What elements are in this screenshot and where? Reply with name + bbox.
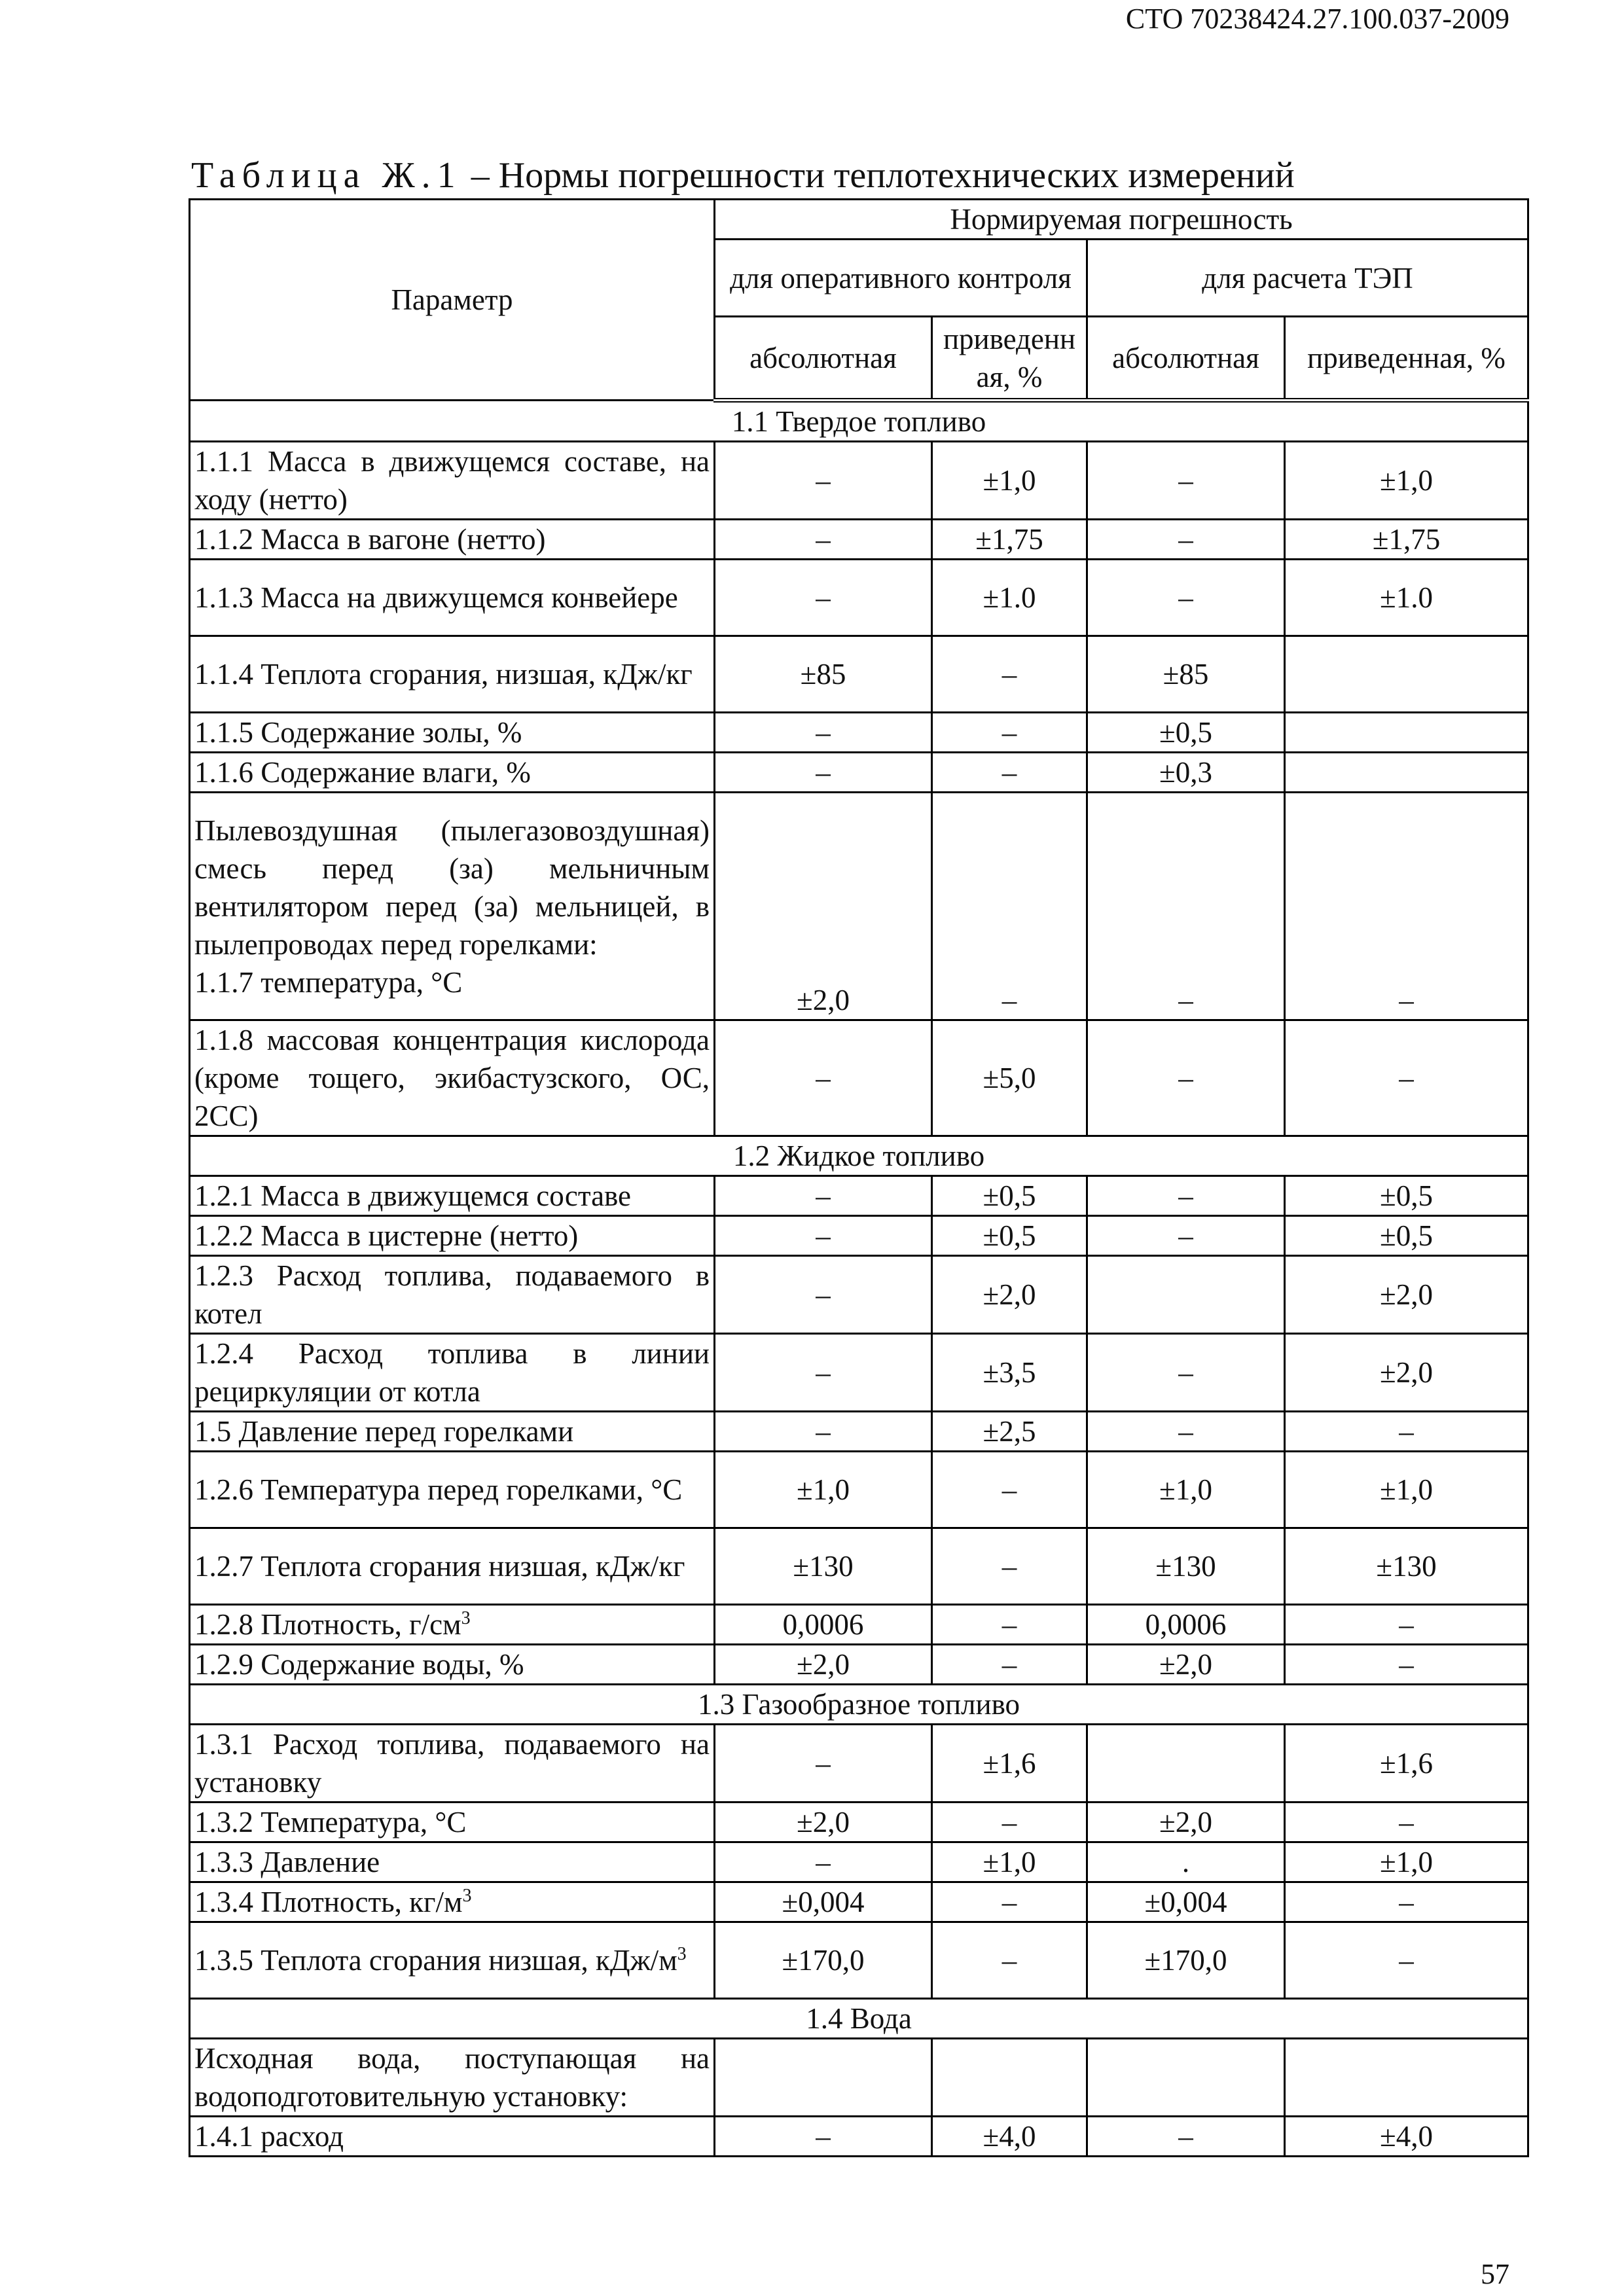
parameter-text: 1.3.4 Плотность, кг/м <box>194 1886 463 1918</box>
parameter-cell <box>190 1256 715 1334</box>
oper-relative-cell: – <box>932 1605 1087 1645</box>
parameter-text: 1.3.5 Теплота сгорания низшая, кДж/м <box>194 1944 677 1977</box>
parameter-text: 1.2.6 Температура перед горелками, °С <box>194 1473 683 1506</box>
parameter-cell <box>190 1645 715 1685</box>
parameter-text: 1.1.8 массовая концентрация кислорода (кроме тощего, экибастузского, ОС, 2СС) <box>194 1024 710 1132</box>
table-row <box>190 1020 1528 1136</box>
parameter-cell <box>190 442 715 520</box>
tep-absolute-cell: – <box>1087 1334 1285 1412</box>
parameter-text: Исходная вода, поступающая на водоподготовительную установку: <box>194 2042 710 2113</box>
tep-relative-cell: ±1,75 <box>1285 520 1528 560</box>
parameter-text: 1.1.3 Масса на движущемся конвейере <box>194 581 678 614</box>
parameter-text: 1.1.6 Содержание влаги, % <box>194 756 531 789</box>
table-row <box>190 1922 1528 1999</box>
tep-relative-cell <box>1285 713 1528 753</box>
tep-relative-cell: – <box>1285 1803 1528 1842</box>
oper-absolute-cell: ±0,004 <box>715 1882 932 1922</box>
parameter-cell <box>190 2117 715 2157</box>
parameter-text: 1.2.1 Масса в движущемся составе <box>194 1179 632 1212</box>
oper-absolute-cell: 0,0006 <box>715 1605 932 1645</box>
oper-relative-cell: ±1,0 <box>932 442 1087 520</box>
oper-absolute-cell: – <box>715 520 932 560</box>
tep-relative-cell: ±2,0 <box>1285 1256 1528 1334</box>
oper-absolute-cell: ±85 <box>715 636 932 713</box>
tep-absolute-cell <box>1087 1256 1285 1334</box>
header-tep-calculation: для расчета ТЭП <box>1087 240 1528 317</box>
table-row <box>190 520 1528 560</box>
header-relative-1: приведенн ая, % <box>932 317 1087 401</box>
parameter-text: 1.2.2 Масса в цистерне (нетто) <box>194 1219 579 1252</box>
tep-absolute-cell: ±0,3 <box>1087 753 1285 793</box>
tep-absolute-cell: . <box>1087 1842 1285 1882</box>
tep-relative-cell: ±4,0 <box>1285 2117 1528 2157</box>
parameter-cell <box>190 636 715 713</box>
header-parameter: Параметр <box>190 200 715 401</box>
table-row <box>190 1216 1528 1256</box>
tep-absolute-cell: – <box>1087 1412 1285 1452</box>
table-row <box>190 1176 1528 1216</box>
parameter-text: 1.3.1 Расход топлива, подаваемого на установку <box>194 1728 710 1799</box>
tep-relative-cell: – <box>1285 1882 1528 1922</box>
oper-absolute-cell: – <box>715 442 932 520</box>
tep-relative-cell: ±1.0 <box>1285 560 1528 636</box>
tep-relative-cell <box>1285 2039 1528 2117</box>
parameter-text: 1.1.4 Теплота сгорания, низшая, кДж/кг <box>194 658 693 691</box>
table-caption <box>191 154 1295 196</box>
oper-absolute-cell: – <box>715 1725 932 1803</box>
parameter-cell <box>190 713 715 753</box>
oper-absolute-cell: – <box>715 1176 932 1216</box>
tep-absolute-cell: 0,0006 <box>1087 1605 1285 1645</box>
section-heading: 1.4 Вода <box>190 1999 1528 2039</box>
parameter-text: 1.2.4 Расход топлива в линии рециркуляции от котла <box>194 1337 710 1408</box>
oper-relative-cell: ±5,0 <box>932 1020 1087 1136</box>
section-heading: 1.3 Газообразное топливо <box>190 1685 1528 1725</box>
header-absolute-1: абсолютная <box>715 317 932 401</box>
document-code: СТО 70238424.27.100.037-2009 <box>1125 3 1509 35</box>
table-row <box>190 1412 1528 1452</box>
parameter-cell <box>190 1605 715 1645</box>
tep-absolute-cell: – <box>1087 442 1285 520</box>
parameter-cell <box>190 560 715 636</box>
parameter-text: 1.1.2 Масса в вагоне (нетто) <box>194 523 546 556</box>
table-row <box>190 753 1528 793</box>
oper-absolute-cell: – <box>715 713 932 753</box>
table-row <box>190 713 1528 753</box>
tep-absolute-cell: – <box>1087 560 1285 636</box>
parameter-text: 1.1.1 Масса в движущемся составе, на ходу (нетто) <box>194 445 710 516</box>
oper-relative-cell <box>932 2039 1087 2117</box>
table-caption-prefix: Таблица Ж.1 <box>191 155 462 196</box>
tep-relative-cell: – <box>1285 1645 1528 1685</box>
parameter-cell <box>190 1020 715 1136</box>
unit-superscript: 3 <box>462 1886 472 1906</box>
section-heading: 1.2 Жидкое топливо <box>190 1136 1528 1176</box>
parameter-subtext: 1.1.7 температура, °С <box>194 965 463 999</box>
oper-relative-cell: ±0,5 <box>932 1176 1087 1216</box>
tep-relative-cell <box>1285 753 1528 793</box>
unit-superscript: 3 <box>461 1608 471 1628</box>
parameter-cell <box>190 1176 715 1216</box>
oper-relative-cell: ±1,75 <box>932 520 1087 560</box>
parameter-cell <box>190 1725 715 1803</box>
tep-absolute-cell: – <box>1087 793 1285 1020</box>
parameter-cell <box>190 1842 715 1882</box>
tep-relative-cell: ±130 <box>1285 1528 1528 1605</box>
table-row <box>190 1645 1528 1685</box>
tep-absolute-cell: ±2,0 <box>1087 1645 1285 1685</box>
oper-absolute-cell: ±130 <box>715 1528 932 1605</box>
parameter-cell <box>190 1412 715 1452</box>
oper-absolute-cell: ±2,0 <box>715 793 932 1020</box>
parameter-text: 1.2.9 Содержание воды, % <box>194 1648 524 1681</box>
table-row <box>190 560 1528 636</box>
tep-absolute-cell: ±2,0 <box>1087 1803 1285 1842</box>
tep-absolute-cell <box>1087 1725 1285 1803</box>
oper-relative-cell: – <box>932 1922 1087 1999</box>
parameter-text: 1.2.7 Теплота сгорания низшая, кДж/кг <box>194 1550 685 1583</box>
oper-absolute-cell: – <box>715 1216 932 1256</box>
table-row <box>190 1528 1528 1605</box>
parameter-cell <box>190 1528 715 1605</box>
parameter-text: 1.2.3 Расход топлива, подаваемого в котел <box>194 1259 710 1330</box>
tep-relative-cell: ±0,5 <box>1285 1176 1528 1216</box>
tep-absolute-cell: – <box>1087 2117 1285 2157</box>
table-row <box>190 2117 1528 2157</box>
tep-absolute-cell: ±1,0 <box>1087 1452 1285 1528</box>
parameter-text: 1.5 Давление перед горелками <box>194 1415 574 1448</box>
oper-relative-cell: – <box>932 713 1087 753</box>
tep-absolute-cell: – <box>1087 520 1285 560</box>
tep-relative-cell: – <box>1285 793 1528 1020</box>
oper-relative-cell: ±1,6 <box>932 1725 1087 1803</box>
tep-absolute-cell: ±170,0 <box>1087 1922 1285 1999</box>
table-row <box>190 1452 1528 1528</box>
oper-absolute-cell: – <box>715 1412 932 1452</box>
tep-relative-cell: ±1,0 <box>1285 1842 1528 1882</box>
tep-relative-cell: – <box>1285 1605 1528 1645</box>
tep-absolute-cell: ±130 <box>1087 1528 1285 1605</box>
oper-absolute-cell: – <box>715 2117 932 2157</box>
tep-relative-cell: ±1,0 <box>1285 1452 1528 1528</box>
tep-relative-cell: – <box>1285 1412 1528 1452</box>
tep-relative-cell: ±0,5 <box>1285 1216 1528 1256</box>
parameter-text: Пылевоздушная (пылегазовоздушная) смесь перед (за) мельничным вентилятором перед (за) мельницей, в пылепроводах перед горелками: <box>194 814 710 961</box>
tep-relative-cell: ±2,0 <box>1285 1334 1528 1412</box>
header-absolute-2: абсолютная <box>1087 317 1285 401</box>
tep-absolute-cell: – <box>1087 1216 1285 1256</box>
parameter-cell <box>190 1334 715 1412</box>
header-operational-control: для оперативного контроля <box>715 240 1087 317</box>
parameter-cell <box>190 520 715 560</box>
oper-relative-cell: ±2,5 <box>932 1412 1087 1452</box>
table-row <box>190 1882 1528 1922</box>
parameter-cell <box>190 1882 715 1922</box>
tep-absolute-cell <box>1087 2039 1285 2117</box>
error-norms-table <box>189 198 1529 2157</box>
oper-relative-cell: ±4,0 <box>932 2117 1087 2157</box>
oper-absolute-cell: ±1,0 <box>715 1452 932 1528</box>
oper-relative-cell: – <box>932 1882 1087 1922</box>
parameter-text: 1.3.3 Давление <box>194 1846 380 1878</box>
table-row <box>190 1803 1528 1842</box>
oper-relative-cell: – <box>932 1645 1087 1685</box>
parameter-text: 1.2.8 Плотность, г/см <box>194 1608 461 1641</box>
page-number: 57 <box>1481 2258 1509 2290</box>
parameter-text: 1.4.1 расход <box>194 2120 344 2153</box>
unit-superscript: 3 <box>677 1944 687 1964</box>
tep-absolute-cell: ±0,5 <box>1087 713 1285 753</box>
oper-absolute-cell: – <box>715 1020 932 1136</box>
tep-relative-cell: – <box>1285 1020 1528 1136</box>
oper-relative-cell: ±1,0 <box>932 1842 1087 1882</box>
oper-relative-cell: – <box>932 1452 1087 1528</box>
oper-relative-cell: – <box>932 1803 1087 1842</box>
parameter-cell <box>190 2039 715 2117</box>
parameter-text: 1.1.5 Содержание золы, % <box>194 716 522 749</box>
oper-absolute-cell: – <box>715 560 932 636</box>
oper-absolute-cell: ±2,0 <box>715 1645 932 1685</box>
oper-absolute-cell: – <box>715 1842 932 1882</box>
parameter-text: 1.3.2 Температура, °С <box>194 1806 467 1839</box>
table-row <box>190 1842 1528 1882</box>
table-row <box>190 1725 1528 1803</box>
oper-absolute-cell <box>715 2039 932 2117</box>
parameter-cell <box>190 753 715 793</box>
tep-absolute-cell: – <box>1087 1020 1285 1136</box>
tep-relative-cell: – <box>1285 1922 1528 1999</box>
oper-relative-cell: ±2,0 <box>932 1256 1087 1334</box>
table-caption-text: – Нормы погрешности теплотехнических измерений <box>461 155 1295 196</box>
parameter-cell <box>190 1803 715 1842</box>
parameter-cell <box>190 1922 715 1999</box>
oper-absolute-cell: ±2,0 <box>715 1803 932 1842</box>
oper-absolute-cell: – <box>715 1334 932 1412</box>
table-row <box>190 1256 1528 1334</box>
parameter-cell <box>190 1452 715 1528</box>
oper-relative-cell: – <box>932 636 1087 713</box>
table-row <box>190 793 1528 1020</box>
oper-relative-cell: ±0,5 <box>932 1216 1087 1256</box>
section-heading: 1.1 Твердое топливо <box>190 401 1528 442</box>
tep-relative-cell <box>1285 636 1528 713</box>
table-row <box>190 2039 1528 2117</box>
tep-absolute-cell: ±85 <box>1087 636 1285 713</box>
tep-absolute-cell: ±0,004 <box>1087 1882 1285 1922</box>
oper-absolute-cell: – <box>715 753 932 793</box>
table-row <box>190 636 1528 713</box>
parameter-cell <box>190 1216 715 1256</box>
table-row <box>190 1334 1528 1412</box>
table-row <box>190 1605 1528 1645</box>
tep-relative-cell: ±1,0 <box>1285 442 1528 520</box>
oper-relative-cell: – <box>932 793 1087 1020</box>
parameter-cell <box>190 793 715 1020</box>
oper-absolute-cell: ±170,0 <box>715 1922 932 1999</box>
oper-relative-cell: – <box>932 1528 1087 1605</box>
table-row <box>190 442 1528 520</box>
oper-relative-cell: ±1.0 <box>932 560 1087 636</box>
header-relative-2: приведенная, % <box>1285 317 1528 401</box>
header-normed-error: Нормируемая погрешность <box>715 200 1528 240</box>
oper-absolute-cell: – <box>715 1256 932 1334</box>
oper-relative-cell: ±3,5 <box>932 1334 1087 1412</box>
tep-absolute-cell: – <box>1087 1176 1285 1216</box>
oper-relative-cell: – <box>932 753 1087 793</box>
tep-relative-cell: ±1,6 <box>1285 1725 1528 1803</box>
